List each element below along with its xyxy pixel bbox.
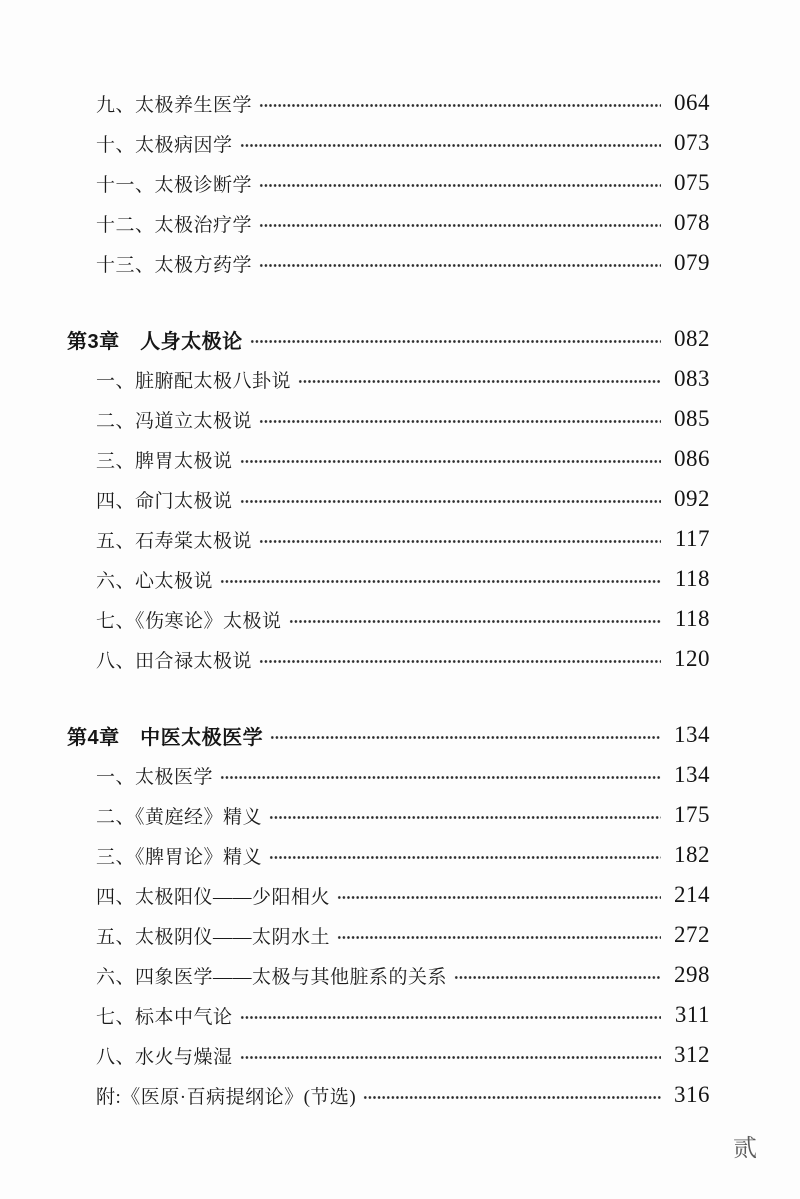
toc-row-item <box>67 795 710 835</box>
toc-entry-title: 十、太极病因学 <box>96 134 233 156</box>
dotted-leader <box>250 319 661 359</box>
toc-entry-page: 272 <box>674 922 710 947</box>
toc-entry-title: 七、标本中气论 <box>96 1006 233 1028</box>
toc-row-item <box>67 399 710 439</box>
dotted-leader <box>259 203 661 243</box>
dotted-leader <box>259 163 661 203</box>
toc-entry-page: 085 <box>674 406 710 431</box>
toc-row-item <box>67 439 710 479</box>
dotted-leader <box>269 795 661 835</box>
dotted-leader <box>337 915 661 955</box>
toc-entry-page: 073 <box>674 130 710 155</box>
toc-entry-title: 七、《伤寒论》太极说 <box>96 610 282 632</box>
toc-entry-page: 092 <box>674 486 710 511</box>
toc-list <box>67 83 710 1115</box>
toc-row-chapter <box>67 319 710 359</box>
toc-entry-page: 134 <box>674 762 710 787</box>
toc-entry-title: 四、太极阳仪——少阳相火 <box>96 886 331 908</box>
dotted-leader <box>240 123 661 163</box>
dotted-leader <box>259 399 661 439</box>
toc-row-item <box>67 955 710 995</box>
toc-entry-page: 079 <box>674 250 710 275</box>
dotted-leader <box>259 83 661 123</box>
folio-page-number: 贰 <box>733 1136 757 1162</box>
toc-entry-title: 十三、太极方药学 <box>96 254 253 276</box>
dotted-leader <box>220 559 661 599</box>
toc-row-item <box>67 1035 710 1075</box>
toc-row-item <box>67 479 710 519</box>
toc-entry-title: 六、心太极说 <box>96 570 214 592</box>
toc-entry-page: 311 <box>674 1002 710 1027</box>
toc-row-item <box>67 1075 710 1115</box>
toc-entry-title: 二、《黄庭经》精义 <box>96 806 263 828</box>
toc-entry-title: 八、田合禄太极说 <box>96 650 253 672</box>
toc-entry-title: 五、石寿棠太极说 <box>96 530 253 552</box>
toc-entry-page: 316 <box>674 1082 710 1107</box>
toc-row-item <box>67 243 710 283</box>
toc-entry-page: 078 <box>674 210 710 235</box>
toc-entry-title: 一、脏腑配太极八卦说 <box>96 370 292 392</box>
toc-row-item <box>67 559 710 599</box>
toc-entry-title: 第4章 中医太极医学 <box>67 726 264 749</box>
toc-entry-title: 十二、太极治疗学 <box>96 214 253 236</box>
toc-entry-page: 117 <box>674 526 710 551</box>
toc-entry-page: 120 <box>674 646 710 671</box>
toc-entry-title: 三、脾胃太极说 <box>96 450 233 472</box>
dotted-leader <box>259 639 661 679</box>
toc-row-item <box>67 359 710 399</box>
toc-entry-page: 075 <box>674 170 710 195</box>
dotted-leader <box>269 835 661 875</box>
toc-entry-title: 十一、太极诊断学 <box>96 174 253 196</box>
toc-entry-title: 一、太极医学 <box>96 766 214 788</box>
toc-entry-title: 第3章 人身太极论 <box>67 330 243 353</box>
toc-row-item <box>67 755 710 795</box>
toc-entry-page: 312 <box>674 1042 710 1067</box>
toc-entry-page: 118 <box>674 566 710 591</box>
dotted-leader <box>240 1035 661 1075</box>
toc-row-item <box>67 123 710 163</box>
toc-entry-page: 064 <box>674 90 710 115</box>
toc-row-item <box>67 519 710 559</box>
toc-entry-title: 四、命门太极说 <box>96 490 233 512</box>
dotted-leader <box>454 955 661 995</box>
toc-row-item <box>67 639 710 679</box>
toc-entry-page: 086 <box>674 446 710 471</box>
toc-entry-title: 附:《医原·百病提纲论》(节选) <box>96 1086 357 1108</box>
toc-entry-page: 214 <box>674 882 710 907</box>
toc-entry-title: 二、冯道立太极说 <box>96 410 253 432</box>
toc-row-chapter <box>67 715 710 755</box>
toc-entry-title: 五、太极阴仪——太阴水土 <box>96 926 331 948</box>
dotted-leader <box>259 519 661 559</box>
toc-entry-page: 083 <box>674 366 710 391</box>
toc-row-item <box>67 835 710 875</box>
toc-row-item <box>67 599 710 639</box>
toc-entry-title: 三、《脾胃论》精义 <box>96 846 263 868</box>
dotted-leader <box>289 599 661 639</box>
toc-entry-page: 082 <box>674 326 710 351</box>
dotted-leader <box>220 755 661 795</box>
toc-row-item <box>67 83 710 123</box>
toc-entry-title: 八、水火与燥湿 <box>96 1046 233 1068</box>
toc-entry-page: 134 <box>674 722 710 747</box>
toc-entry-page: 175 <box>674 802 710 827</box>
dotted-leader <box>240 995 661 1035</box>
dotted-leader <box>259 243 661 283</box>
toc-entry-title: 六、四象医学——太极与其他脏系的关系 <box>96 966 448 988</box>
dotted-leader <box>337 875 661 915</box>
toc-row-item <box>67 163 710 203</box>
toc-row-item <box>67 875 710 915</box>
toc-entry-page: 182 <box>674 842 710 867</box>
dotted-leader <box>270 715 661 755</box>
dotted-leader <box>363 1075 661 1115</box>
toc-entry-title: 九、太极养生医学 <box>96 94 253 116</box>
dotted-leader <box>240 439 661 479</box>
dotted-leader <box>298 359 661 399</box>
dotted-leader <box>240 479 661 519</box>
toc-row-item <box>67 915 710 955</box>
toc-entry-page: 118 <box>674 606 710 631</box>
toc-row-item <box>67 995 710 1035</box>
toc-entry-page: 298 <box>674 962 710 987</box>
toc-row-item <box>67 203 710 243</box>
